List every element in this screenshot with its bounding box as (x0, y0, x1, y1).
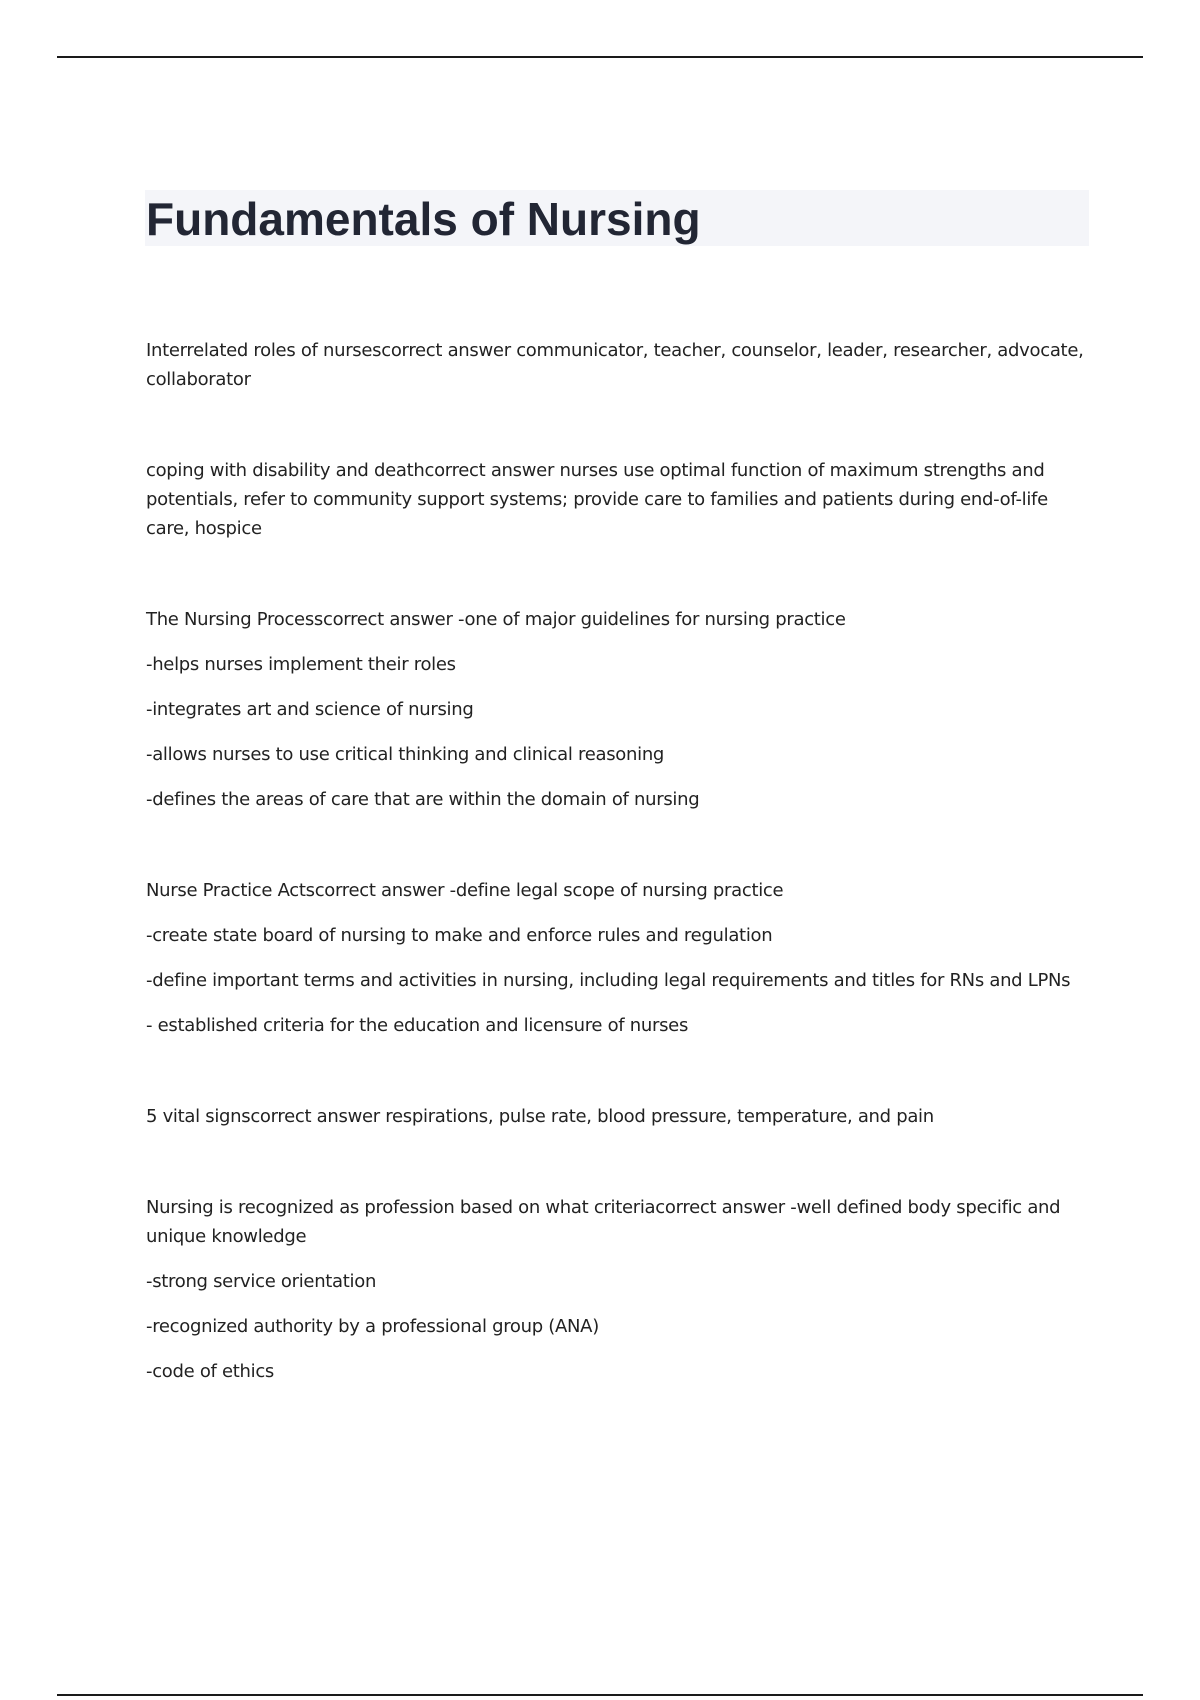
flashcard-answer-line: - established criteria for the education and licensure of nurses (146, 1015, 689, 1036)
flashcard (146, 605, 1086, 814)
page-title: Fundamentals of Nursing (146, 193, 701, 245)
bottom-rule (57, 1694, 1143, 1696)
flashcard-term-answer: Nursing is recognized as profession based on what criteriacorrect answer -well defined body specific and unique knowledge (146, 1197, 1061, 1247)
flashcard-answer-line: -create state board of nursing to make and enforce rules and regulation (146, 925, 773, 946)
flashcard-term-answer: The Nursing Processcorrect answer -one of major guidelines for nursing practice (146, 609, 846, 630)
flashcard-answer-line: -allows nurses to use critical thinking and clinical reasoning (146, 744, 665, 765)
flashcard-term-answer: Nurse Practice Actscorrect answer -define legal scope of nursing practice (146, 880, 784, 901)
flashcard (146, 336, 1086, 394)
flashcard (146, 876, 1086, 1040)
flashcard-term-answer: 5 vital signscorrect answer respirations, pulse rate, blood pressure, temperature, and pain (146, 1106, 934, 1127)
flashcard-answer-line: -code of ethics (146, 1361, 275, 1382)
flashcard-answer-line: -helps nurses implement their roles (146, 654, 456, 675)
flashcard-answer-line: -recognized authority by a professional group (ANA) (146, 1316, 599, 1337)
top-rule (57, 56, 1143, 58)
flashcard (146, 456, 1086, 543)
flashcard (146, 1102, 1086, 1131)
flashcard-term-answer: coping with disability and deathcorrect answer nurses use optimal function of maximum strengths and potentials, refer to community support systems; provide care to families and patients during end-of-life care, hospice (146, 460, 1048, 539)
flashcard-answer-line: -define important terms and activities in nursing, including legal requirements and titles for RNs and LPNs (146, 970, 1071, 991)
flashcard-answer-line: -defines the areas of care that are within the domain of nursing (146, 789, 700, 810)
flashcard-answer-line: -integrates art and science of nursing (146, 699, 474, 720)
flashcard-answer-line: -strong service orientation (146, 1271, 377, 1292)
flashcard-term-answer: Interrelated roles of nursescorrect answer communicator, teacher, counselor, leader, researcher, advocate, collaborator (146, 340, 1084, 390)
flashcard-list (146, 336, 1086, 1448)
flashcard (146, 1193, 1086, 1386)
